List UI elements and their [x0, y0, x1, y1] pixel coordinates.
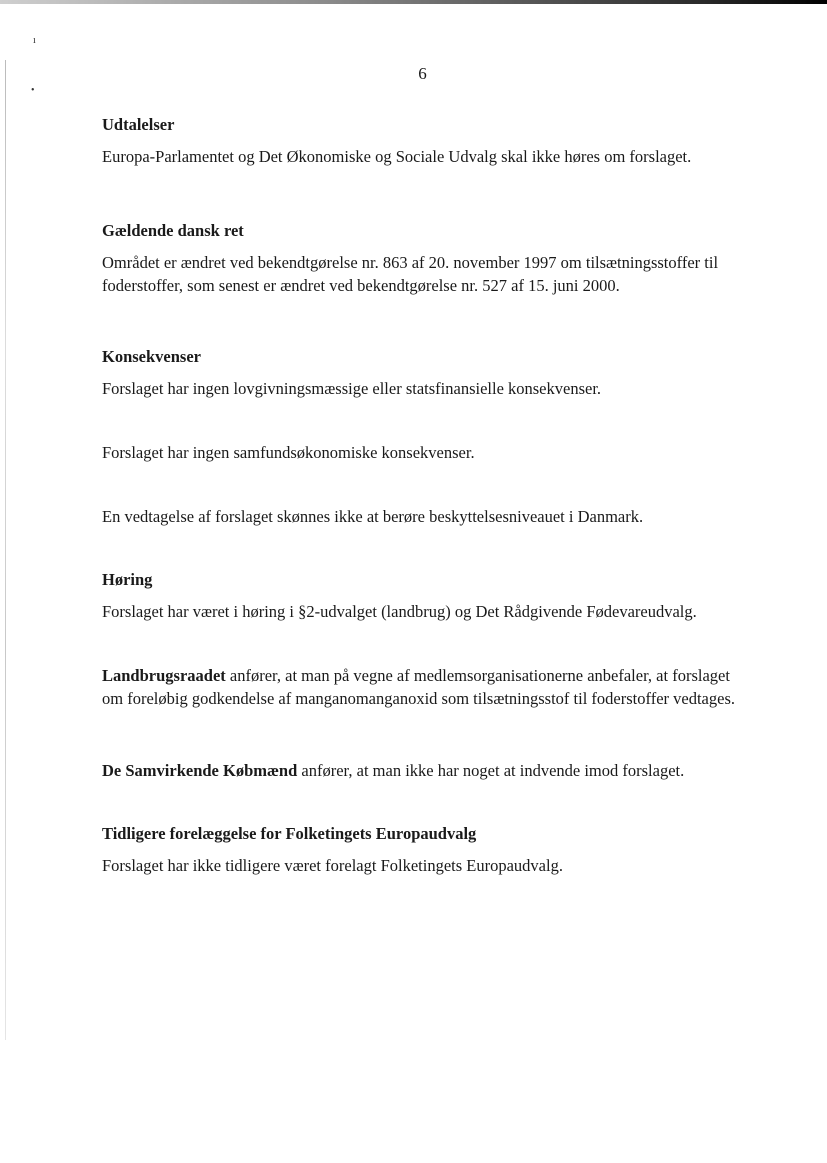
paragraph-gaeldende-dansk-ret: Området er ændret ved bekendtgørelse nr. 863 af 20. november 1997 om tilsætningsstoffer til foderstoffer, som senest er ændret ved bekendtgørelse nr. 527 af 15. juni 2000. [102, 253, 719, 295]
scan-speck: ı [33, 35, 36, 46]
top-scan-rule [0, 0, 827, 4]
koebmaend-statement: anfører, at man ikke har noget at indvende imod forslaget. [297, 761, 685, 780]
paragraph-udtalelser: Europa-Parlamentet og Det Økonomiske og Sociale Udvalg skal ikke høres om forslaget. [102, 147, 692, 166]
paragraph-konsekvenser-1: Forslaget har ingen lovgivningsmæssige eller statsfinansielle konsekvenser. [102, 379, 602, 398]
paragraph-konsekvenser-2: Forslaget har ingen samfundsøkonomiske konsekvenser. [102, 443, 475, 462]
heading-horing: Høring [102, 570, 153, 589]
paragraph-horing: Forslaget har været i høring i §2-udvalget (landbrug) og Det Rådgivende Fødevareudvalg. [102, 602, 697, 621]
koebmaend-name: De Samvirkende Købmænd [102, 761, 298, 780]
page-number: 6 [418, 64, 427, 83]
paragraph-samvirkende-koebmaend [102, 759, 727, 782]
paragraph-konsekvenser-3: En vedtagelse af forslaget skønnes ikke at berøre beskyttelsesniveauet i Danmark. [102, 507, 644, 526]
paragraph-tidligere-foreloeggelse: Forslaget har ikke tidligere været forelagt Folketingets Europaudvalg. [102, 856, 563, 875]
heading-gaeldende-dansk-ret: Gældende dansk ret [102, 221, 244, 240]
left-margin-scan-line [5, 60, 6, 1040]
heading-udtalelser: Udtalelser [102, 115, 175, 134]
scan-speck: • [31, 85, 35, 96]
heading-tidligere-foreloeggelse: Tidligere forelæggelse for Folketingets Europaudvalg [102, 824, 477, 843]
landbrugsraadet-statement: anfører, at man på vegne af medlemsorganisationerne anbefaler, at forslaget om foreløbig godkendelse af manganomanganoxid som tilsætningsstof til foderstoffer vedtages. [102, 666, 735, 708]
heading-konsekvenser: Konsekvenser [102, 347, 201, 366]
document-body [102, 114, 752, 877]
paragraph-landbrugsraadet [102, 664, 747, 710]
landbrugsraadet-name: Landbrugsraadet [102, 666, 226, 685]
